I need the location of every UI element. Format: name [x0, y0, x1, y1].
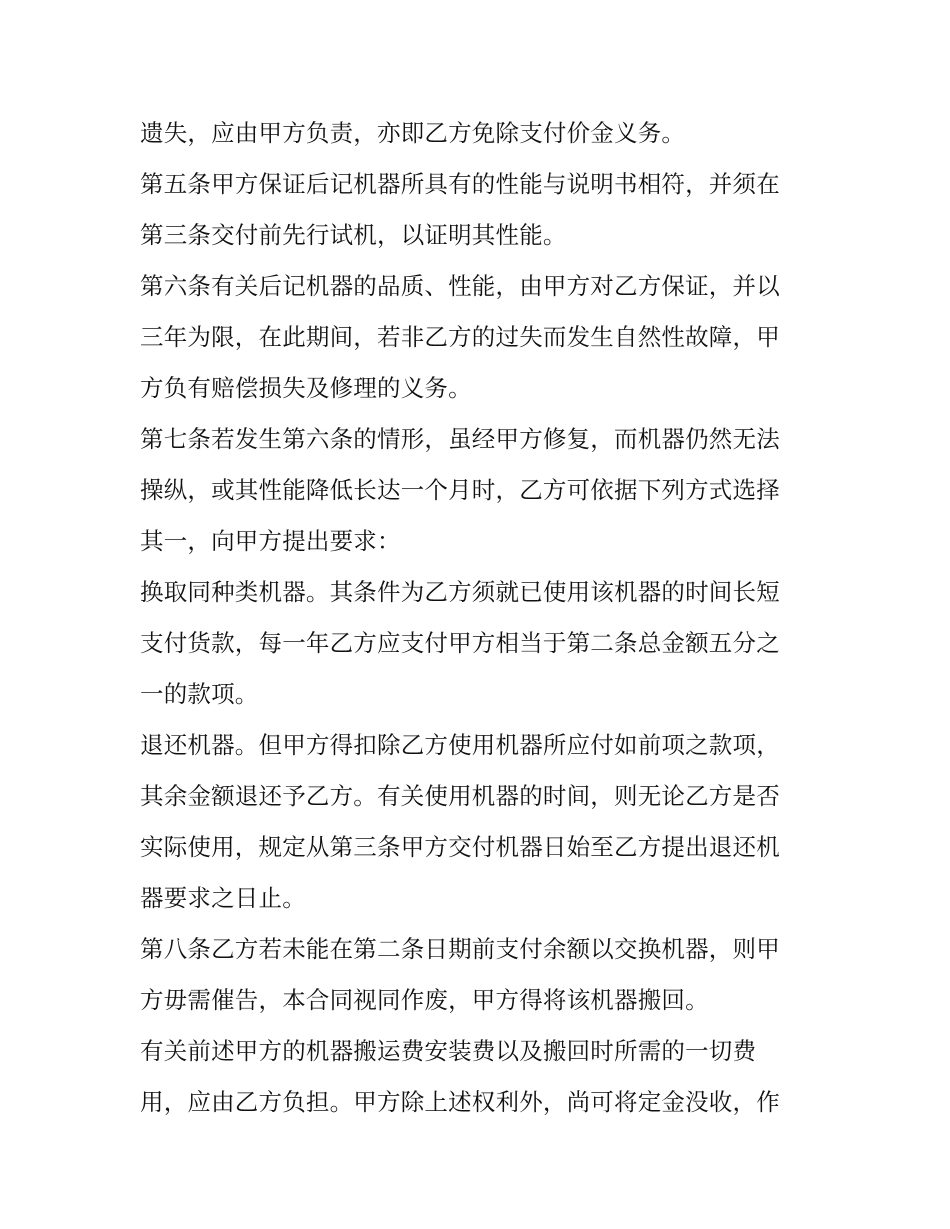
text-line: 第七条若发生第六条的情形，虽经甲方修复，而机器仍然无法: [140, 425, 780, 453]
text-line: 实际使用，规定从第三条甲方交付机器日始至乙方提出退还机: [140, 833, 780, 861]
text-line: 操纵，或其性能降低长达一个月时，乙方可依据下列方式选择: [140, 476, 780, 504]
text-line: 其一，向甲方提出要求：: [140, 527, 401, 555]
text-line: 其余金额退还予乙方。有关使用机器的时间，则无论乙方是否: [140, 782, 780, 810]
text-line: 方毋需催告，本合同视同作废，甲方得将该机器搬回。: [140, 986, 709, 1014]
text-line: 遗失，应由甲方负责，亦即乙方免除支付价金义务。: [140, 119, 686, 147]
text-line: 第三条交付前先行试机，以证明其性能。: [140, 221, 567, 249]
text-line: 方负有赔偿损失及修理的义务。: [140, 374, 472, 402]
text-line: 用，应由乙方负担。甲方除上述权利外，尚可将定金没收，作: [140, 1088, 780, 1116]
text-line: 支付货款，每一年乙方应支付甲方相当于第二条总金额五分之: [140, 629, 780, 657]
text-line: 退还机器。但甲方得扣除乙方使用机器所应付如前项之款项，: [140, 731, 780, 759]
text-line: 第六条有关后记机器的品质、性能，由甲方对乙方保证，并以: [140, 272, 780, 300]
text-line: 三年为限，在此期间，若非乙方的过失而发生自然性故障，甲: [140, 323, 780, 351]
text-line: 第八条乙方若未能在第二条日期前支付余额以交换机器，则甲: [140, 935, 780, 963]
text-line: 换取同种类机器。其条件为乙方须就已使用该机器的时间长短: [140, 578, 780, 606]
document-body: [140, 108, 820, 1128]
text-line: 有关前述甲方的机器搬运费安装费以及搬回时所需的一切费: [140, 1037, 757, 1065]
text-line: 器要求之日止。: [140, 884, 306, 912]
text-line: 一的款项。: [140, 680, 259, 708]
text-line: 第五条甲方保证后记机器所具有的性能与说明书相符，并须在: [140, 170, 780, 198]
